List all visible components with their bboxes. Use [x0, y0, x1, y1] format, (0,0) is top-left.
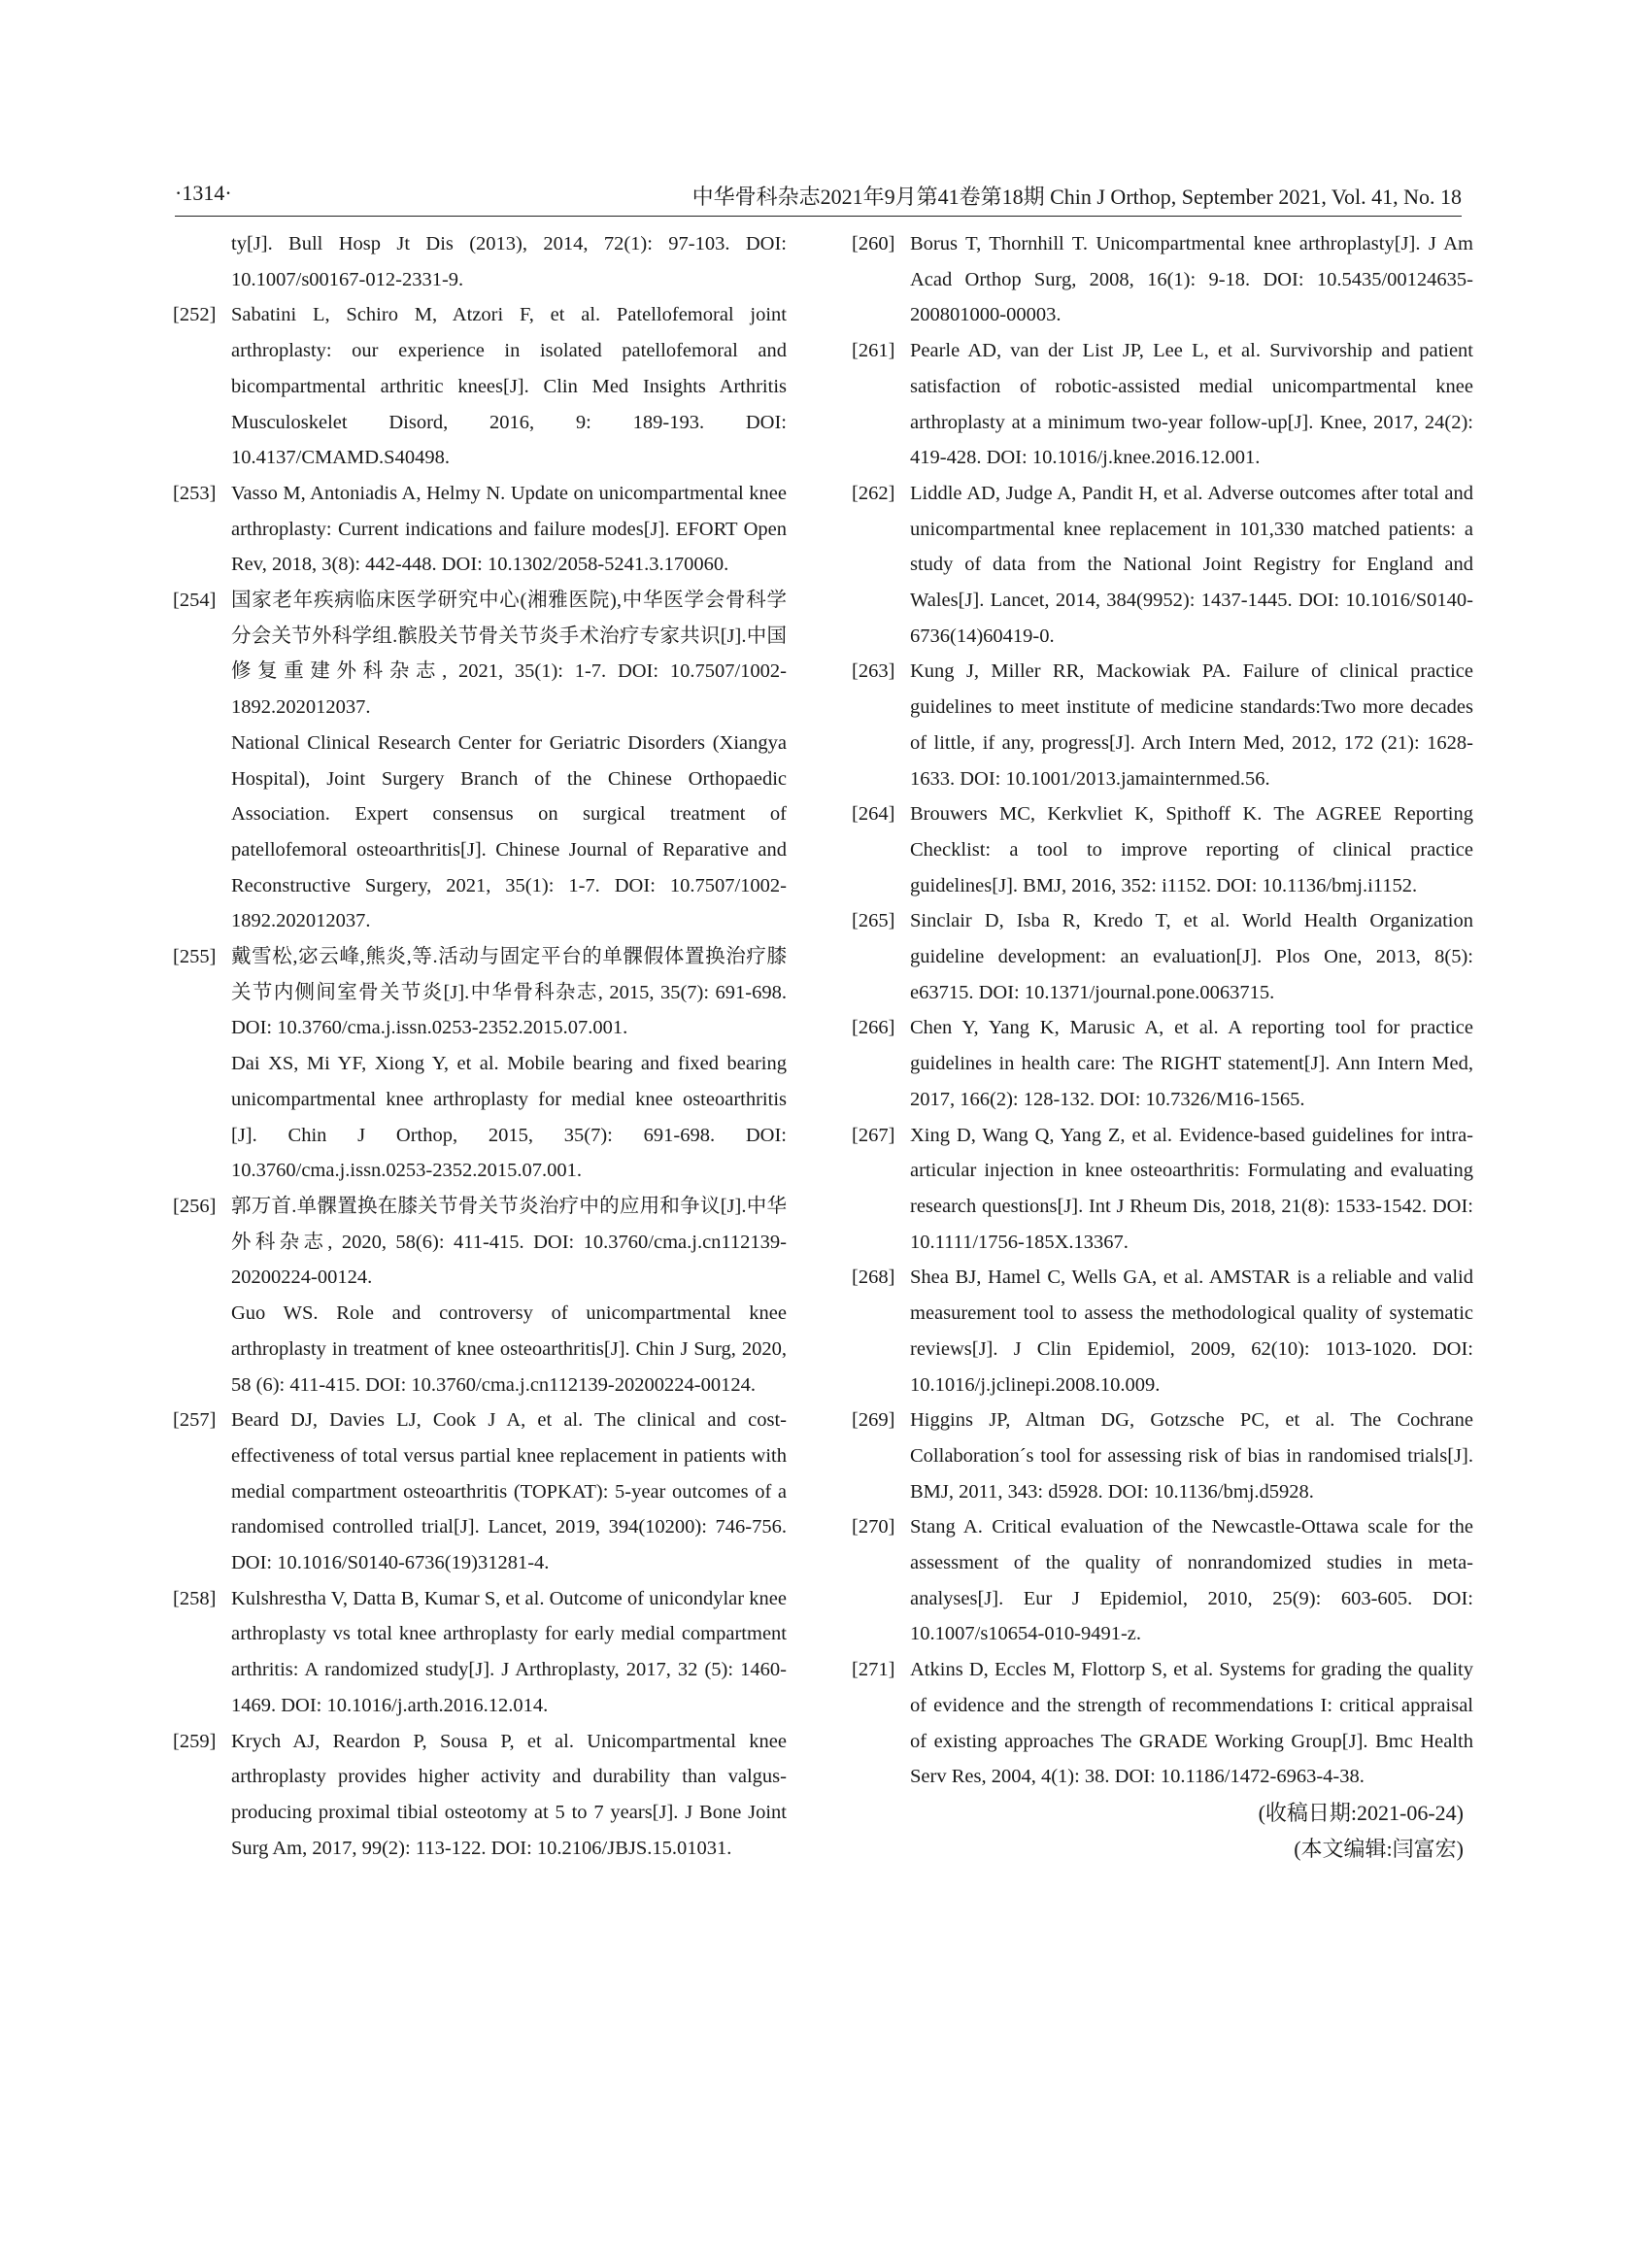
reference-text: Kulshrestha V, Datta B, Kumar S, et al. Outcome of unicondylar knee arthroplasty vs total knee arthroplasty for early medial compartment arthritis: A randomized study[J]. J Arthroplasty, 2017, 32 (5): 1460-1469. DOI: 10.1016/j.arth.2016.12.014. [231, 1587, 787, 1716]
reference-text: 国家老年疾病临床医学研究中心(湘雅医院),中华医学会骨科学分会关节外科学组.髌股关节骨关节炎手术治疗专家共识[J].中国修复重建外科杂志, 2021, 35(1): 1-7. DOI: 10.7507/1002-1892.202012037. [231, 590, 787, 719]
reference-number: [259] [173, 1730, 217, 1752]
reference-text: Krych AJ, Reardon P, Sousa P, et al. Unicompartmental knee arthroplasty provides higher activity and durability than valgus-producing proximal tibial osteotomy at 5 to 7 years[J]. J Bone Joint Surg Am, 2017, 99(2): 113-122. DOI: 10.2106/JBJS.15.01031. [231, 1730, 787, 1859]
reference-entry [852, 654, 1473, 796]
reference-number: [260] [852, 233, 895, 254]
page-number: ·1314· [175, 181, 232, 205]
reference-text: Borus T, Thornhill T. Unicompartmental knee arthroplasty[J]. J Am Acad Orthop Surg, 2008, 16(1): 9-18. DOI: 10.5435/00124635-200801000-00003. [910, 233, 1473, 326]
reference-text: Pearle AD, van der List JP, Lee L, et al. Survivorship and patient satisfaction of robotic-assisted medial unicompartmental knee arthroplasty at a minimum two-year follow-up[J]. Knee, 2017, 24(2): 419-428. DOI: 10.1016/j.knee.2016.12.001. [910, 340, 1473, 469]
reference-number: [265] [852, 910, 895, 932]
reference-entry [852, 903, 1473, 1010]
reference-entry [852, 226, 1473, 333]
reference-text: 戴雪松,宓云峰,熊炎,等.活动与固定平台的单髁假体置换治疗膝关节内侧间室骨关节炎[J].中华骨科杂志, 2015, 35(7): 691-698. DOI: 10.3760/cma.j.issn.0253-2352.2015.07.001. [231, 946, 787, 1039]
reference-number: [255] [173, 946, 217, 968]
reference-entry [852, 1010, 1473, 1117]
reference-number: [266] [852, 1017, 895, 1039]
reference-text: Xing D, Wang Q, Yang Z, et al. Evidence-based guidelines for intra-articular injection in knee osteoarthritis: Formulating and evaluating research questions[J]. Int J Rheum Dis, 2018, 21(8): 1533-1542. DOI: 10.1111/1756-185X.13367. [910, 1124, 1473, 1253]
reference-entry [173, 476, 787, 583]
editor-note: (本文编辑:闫富宏) [1294, 1836, 1464, 1861]
reference-number: [268] [852, 1267, 895, 1289]
header-rule [175, 216, 1462, 217]
reference-list-right-column [852, 226, 1473, 1867]
reference-entry [852, 1652, 1473, 1795]
reference-entry [852, 1260, 1473, 1402]
reference-entry [852, 1509, 1473, 1652]
reference-number: [267] [852, 1124, 895, 1146]
reference-entry [852, 476, 1473, 655]
reference-text: Atkins D, Eccles M, Flottorp S, et al. Systems for grading the quality of evidence and the strength of recommendations I: critical appraisal of existing approaches The GRADE Working Group[J]. Bmc Health Serv Res, 2004, 4(1): 38. DOI: 10.1186/1472-6963-4-38. [910, 1659, 1473, 1788]
reference-number: [258] [173, 1587, 217, 1609]
reference-entry [852, 333, 1473, 476]
reference-number: [252] [173, 304, 217, 326]
reference-list-left-column [173, 226, 787, 1866]
reference-number: [262] [852, 482, 895, 504]
reference-text: Stang A. Critical evaluation of the Newcastle-Ottawa scale for the assessment of the quality of nonrandomized studies in meta-analyses[J]. Eur J Epidemiol, 2010, 25(9): 603-605. DOI: 10.1007/s10654-010-9491-z. [910, 1516, 1473, 1645]
running-header [175, 181, 1462, 220]
reference-entry [173, 297, 787, 476]
reference-entry [173, 1581, 787, 1724]
reference-text: Brouwers MC, Kerkvliet K, Spithoff K. The AGREE Reporting Checklist: a tool to improve reporting of clinical practice guidelines[J]. BMJ, 2016, 352: i1152. DOI: 10.1136/bmj.i1152. [910, 803, 1473, 896]
reference-text: Shea BJ, Hamel C, Wells GA, et al. AMSTAR is a reliable and valid measurement tool to assess the methodological quality of systematic reviews[J]. J Clin Epidemiol, 2009, 62(10): 1013-1020. DOI: 10.1016/j.jclinepi.2008.10.009. [910, 1267, 1473, 1396]
reference-translation: Guo WS. Role and controversy of unicompartmental knee arthroplasty in treatment of knee osteoarthritis[J]. Chin J Surg, 2020, 58 (6): 411-415. DOI: 10.3760/cma.j.cn112139-20200224-00124. [231, 1302, 787, 1396]
reference-translation: National Clinical Research Center for Geriatric Disorders (Xiangya Hospital), Joint Surgery Branch of the Chinese Orthopaedic Association. Expert consensus on surgical treatment of patellofemoral osteoarthritis[J]. Chinese Journal of Reparative and Reconstructive Surgery, 2021, 35(1): 1-7. DOI: 10.7507/1002-1892.202012037. [231, 731, 787, 932]
reference-text: Vasso M, Antoniadis A, Helmy N. Update on unicompartmental knee arthroplasty: Current indications and failure modes[J]. EFORT Open Rev, 2018, 3(8): 442-448. DOI: 10.1302/2058-5241.3.170060. [231, 482, 787, 576]
reference-number: [254] [173, 590, 217, 612]
reference-translation: Dai XS, Mi YF, Xiong Y, et al. Mobile bearing and fixed bearing unicompartmental knee arthroplasty for medial knee osteoarthritis [J]. Chin J Orthop, 2015, 35(7): 691-698. DOI: 10.3760/cma.j.issn.0253-2352.2015.07.001. [231, 1053, 787, 1182]
reference-entry [852, 796, 1473, 903]
reference-number: [271] [852, 1659, 895, 1681]
reference-text: Higgins JP, Altman DG, Gotzsche PC, et al. The Cochrane Collaboration´s tool for assessing risk of bias in randomised trials[J]. BMJ, 2011, 343: d5928. DOI: 10.1136/bmj.d5928. [910, 1409, 1473, 1503]
reference-number: [257] [173, 1409, 217, 1432]
reference-text: Sinclair D, Isba R, Kredo T, et al. World Health Organization guideline development: an evaluation[J]. Plos One, 2013, 8(5): e63715. DOI: 10.1371/journal.pone.0063715. [910, 910, 1473, 1003]
reference-number: [261] [852, 340, 895, 362]
reference-number: [264] [852, 803, 895, 826]
reference-entry [852, 1402, 1473, 1509]
reference-text: Chen Y, Yang K, Marusic A, et al. A reporting tool for practice guidelines in health care: The RIGHT statement[J]. Ann Intern Med, 2017, 166(2): 128-132. DOI: 10.7326/M16-1565. [910, 1017, 1473, 1110]
journal-citation-line: 中华骨科杂志2021年9月第41卷第18期 Chin J Orthop, September 2021, Vol. 41, No. 18 [691, 185, 1462, 209]
reference-entry [173, 939, 787, 1189]
reference-entry [173, 1724, 787, 1867]
received-date: (收稿日期:2021-06-24) [1258, 1800, 1464, 1825]
reference-text: 郭万首.单髁置换在膝关节骨关节炎治疗中的应用和争议[J].中华外科杂志, 2020, 58(6): 411-415. DOI: 10.3760/cma.j.cn112139-20200224-00124. [231, 1195, 787, 1289]
reference-entry [173, 583, 787, 939]
reference-text: Beard DJ, Davies LJ, Cook J A, et al. The clinical and cost-effectiveness of total versus partial knee replacement in patients with medial compartment osteoarthritis (TOPKAT): 5-year outcomes of a randomised controlled trial[J]. Lancet, 2019, 394(10200): 746-756. DOI: 10.1016/S0140-6736(19)31281-4. [231, 1409, 787, 1574]
reference-text: Sabatini L, Schiro M, Atzori F, et al. Patellofemoral joint arthroplasty: our experience in isolated patellofemoral and bicompartmental arthritic knees[J]. Clin Med Insights Arthritis Musculoskelet Disord, 2016, 9: 189-193. DOI: 10.4137/CMAMD.S40498. [231, 304, 787, 469]
reference-number: [256] [173, 1195, 217, 1217]
reference-number: [263] [852, 660, 895, 683]
reference-text: Kung J, Miller RR, Mackowiak PA. Failure of clinical practice guidelines to meet institute of medicine standards:Two more decades of little, if any, progress[J]. Arch Intern Med, 2012, 172 (21): 1628-1633. DOI: 10.1001/2013.jamainternmed.56. [910, 660, 1473, 790]
reference-number: [269] [852, 1409, 895, 1432]
reference-entry [173, 1189, 787, 1402]
reference-number: [270] [852, 1516, 895, 1538]
reference-number: [253] [173, 482, 217, 504]
reference-entry [173, 226, 787, 297]
reference-text: Liddle AD, Judge A, Pandit H, et al. Adverse outcomes after total and unicompartmental knee replacement in 101,330 matched patients: a study of data from the National Joint Registry for England and Wales[J]. Lancet, 2014, 384(9952): 1437-1445. DOI: 10.1016/S0140-6736(14)60419-0. [910, 482, 1473, 647]
reference-text: ty[J]. Bull Hosp Jt Dis (2013), 2014, 72(1): 97-103. DOI: 10.1007/s00167-012-2331-9. [231, 233, 787, 290]
reference-entry [852, 1118, 1473, 1261]
reference-entry [173, 1402, 787, 1581]
